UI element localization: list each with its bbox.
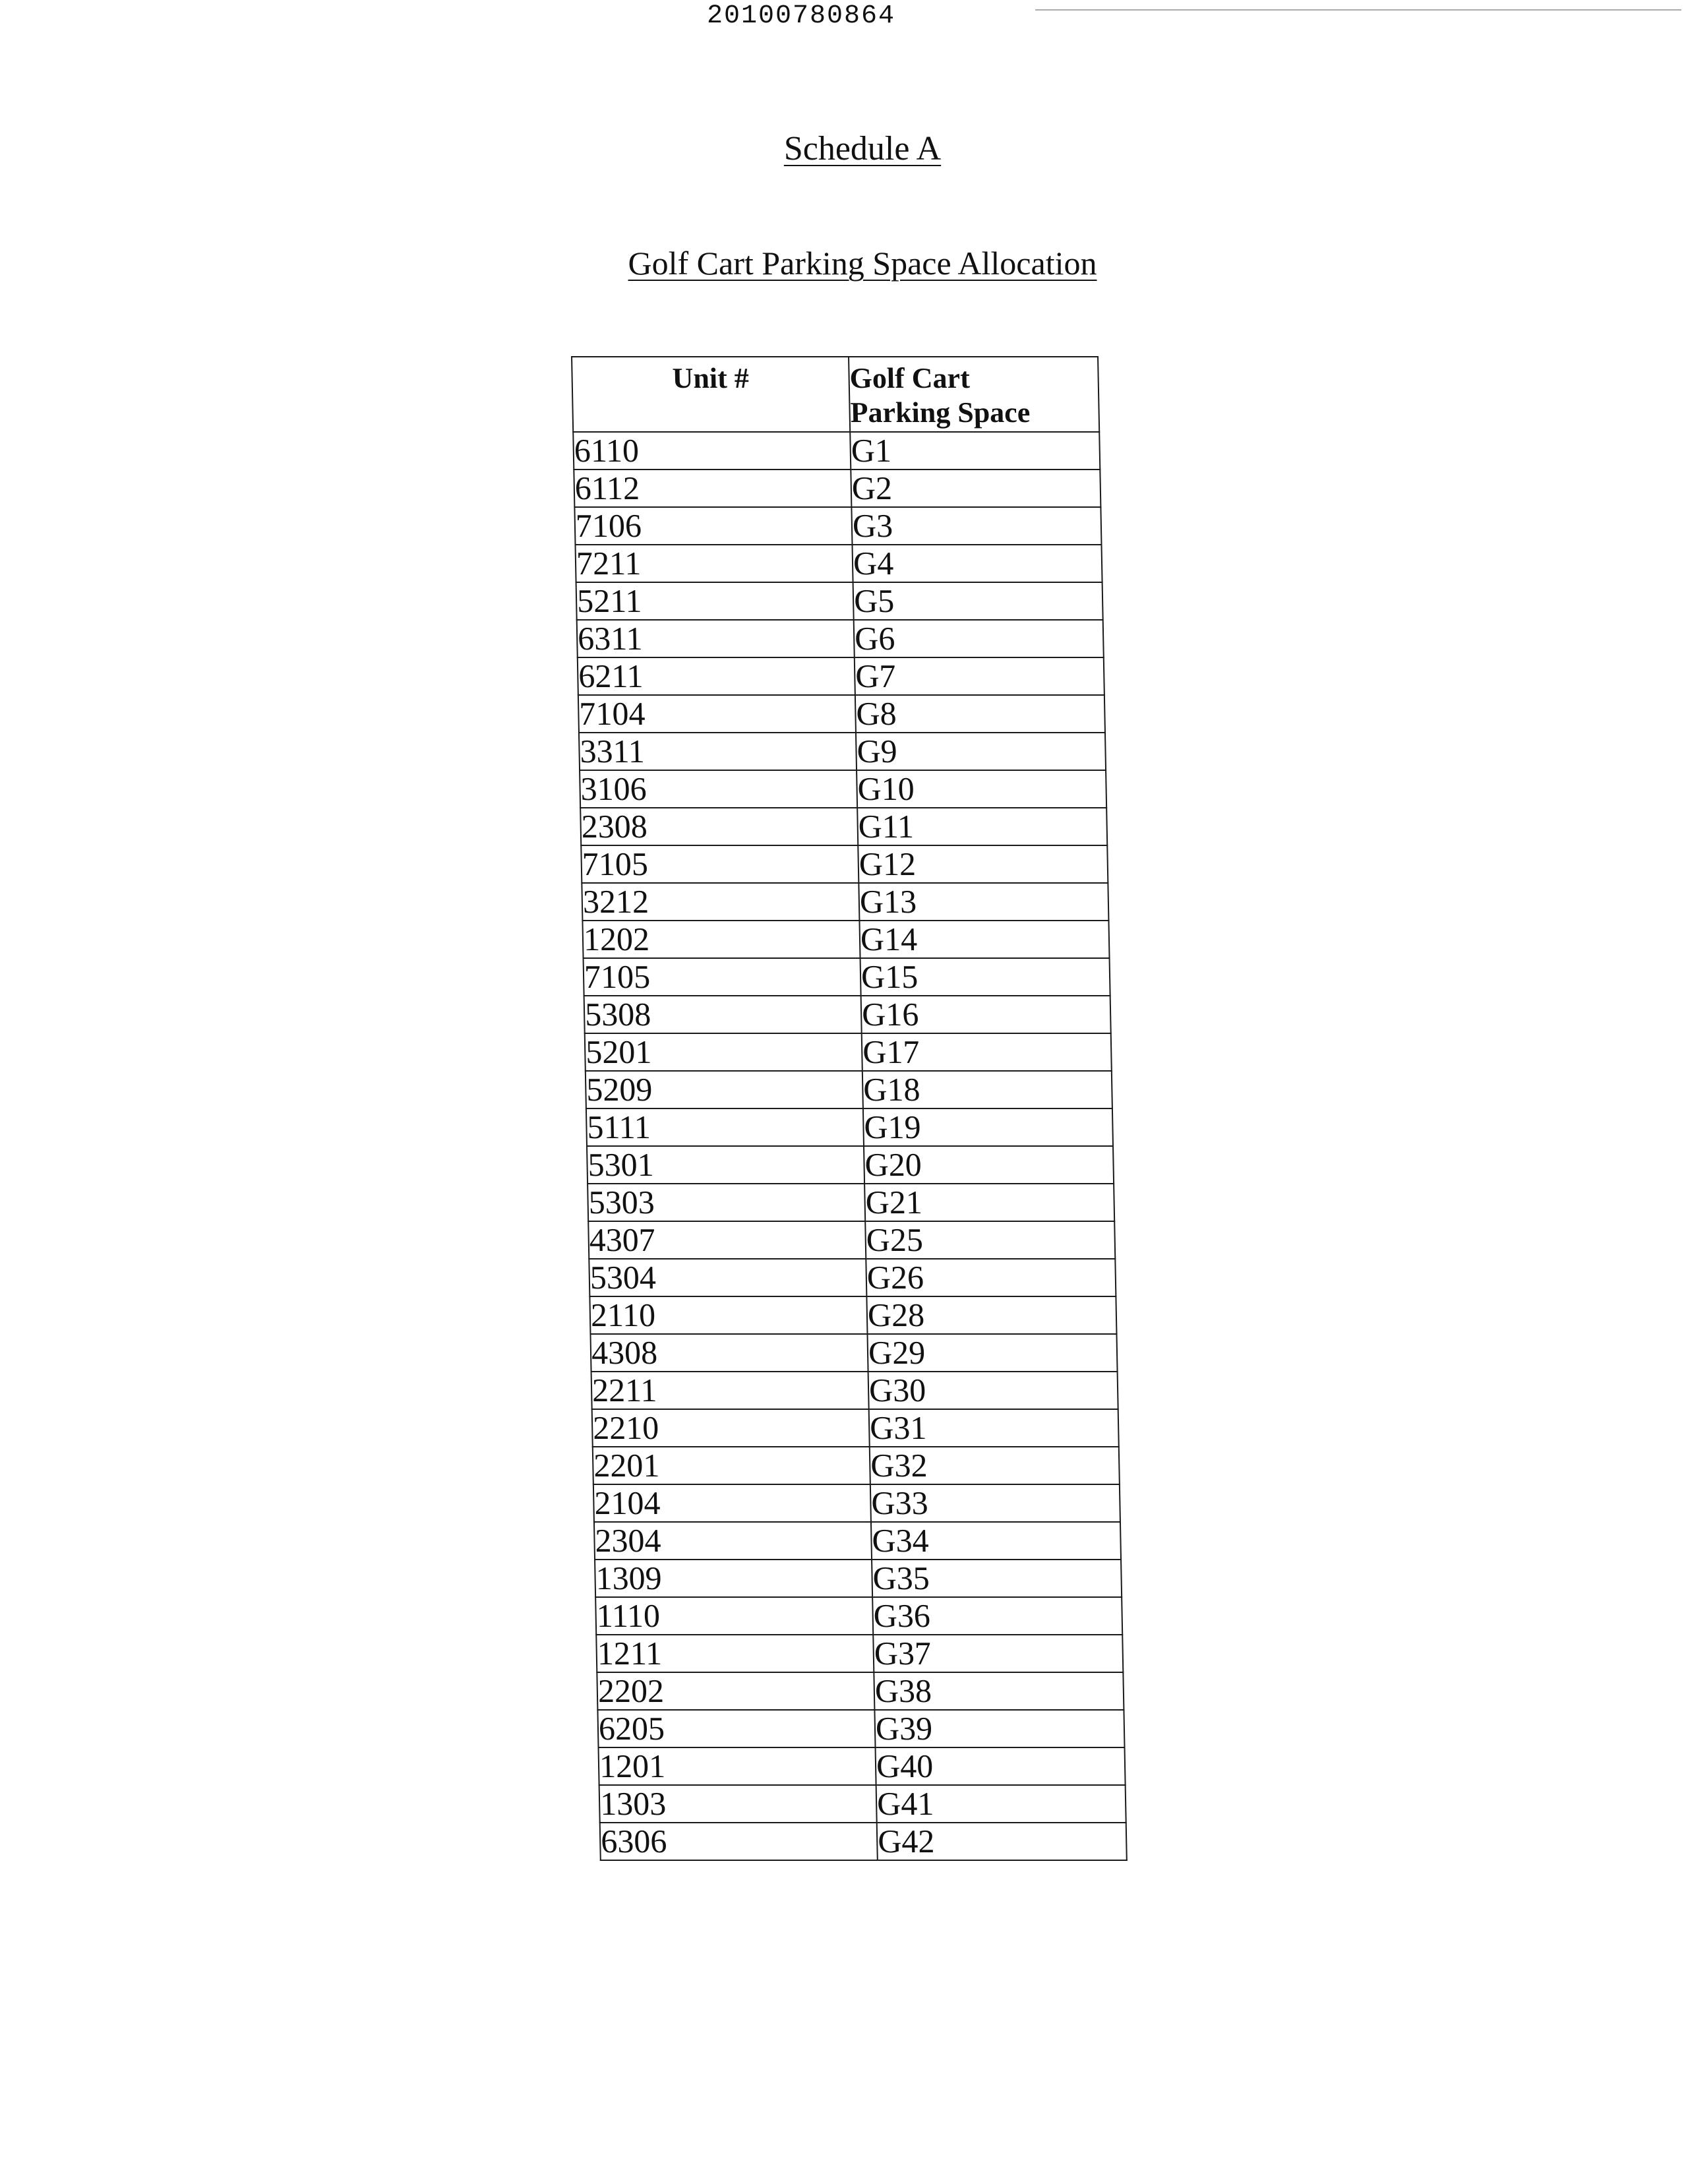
table-row xyxy=(589,1259,1116,1296)
parking-space-cell: G20 xyxy=(864,1146,1114,1184)
parking-space-cell: G12 xyxy=(858,845,1108,883)
parking-space-cell: G16 xyxy=(861,996,1111,1033)
table-row xyxy=(585,1033,1112,1071)
unit-number-cell: 4308 xyxy=(590,1334,868,1372)
unit-number-cell: 5111 xyxy=(586,1108,864,1146)
unit-column-header: Unit # xyxy=(572,357,850,432)
parking-space-cell: G18 xyxy=(862,1071,1112,1108)
table-row xyxy=(591,1372,1118,1409)
table-row xyxy=(586,1071,1112,1108)
unit-number-cell: 5301 xyxy=(587,1146,864,1184)
table-row xyxy=(582,921,1109,958)
unit-number-cell: 6205 xyxy=(597,1710,875,1747)
parking-space-header-line2: Parking Space xyxy=(850,396,1031,429)
parking-space-cell: G25 xyxy=(865,1221,1115,1259)
table-row xyxy=(587,1146,1114,1184)
unit-number-cell: 7106 xyxy=(574,507,852,545)
top-rule-line xyxy=(1035,9,1681,11)
parking-space-cell: G13 xyxy=(859,883,1108,921)
table-row xyxy=(578,657,1104,695)
unit-number-cell: 6110 xyxy=(573,432,851,470)
table-row xyxy=(597,1710,1124,1747)
table-row xyxy=(599,1747,1126,1785)
table-row xyxy=(595,1597,1122,1635)
table-row xyxy=(574,470,1100,507)
parking-space-cell: G11 xyxy=(857,808,1107,845)
parking-space-cell: G3 xyxy=(851,507,1101,545)
unit-number-cell: 2201 xyxy=(593,1447,870,1484)
unit-number-cell: 6211 xyxy=(578,657,855,695)
unit-number-cell: 2308 xyxy=(580,808,858,845)
parking-space-cell: G17 xyxy=(862,1033,1112,1071)
table-row xyxy=(581,845,1108,883)
table-row xyxy=(592,1409,1119,1447)
table-row xyxy=(578,695,1105,733)
unit-number-cell: 3106 xyxy=(580,770,857,808)
unit-number-cell: 6306 xyxy=(600,1823,878,1860)
unit-number-cell: 5211 xyxy=(576,582,854,620)
allocation-title: Golf Cart Parking Space Allocation xyxy=(628,245,1097,282)
document-number: 20100780864 xyxy=(707,1,896,31)
parking-space-column-header xyxy=(849,357,1099,432)
unit-number-cell: 7104 xyxy=(578,695,856,733)
unit-number-cell: 5308 xyxy=(584,996,862,1033)
table-row xyxy=(582,883,1108,921)
table-row xyxy=(599,1785,1126,1823)
table-header xyxy=(572,357,1099,432)
parking-space-cell: G32 xyxy=(870,1447,1120,1484)
unit-number-cell: 7105 xyxy=(584,958,861,996)
parking-space-cell: G9 xyxy=(856,733,1106,770)
header-row xyxy=(572,357,1099,432)
table-row xyxy=(584,996,1111,1033)
parking-space-cell: G29 xyxy=(867,1334,1117,1372)
table-row xyxy=(586,1108,1113,1146)
table-row xyxy=(597,1672,1124,1710)
unit-number-cell: 3212 xyxy=(582,883,859,921)
unit-number-cell: 1110 xyxy=(595,1597,873,1635)
parking-space-cell: G41 xyxy=(876,1785,1126,1823)
table-row xyxy=(579,733,1106,770)
table-row xyxy=(577,620,1104,657)
parking-space-cell: G33 xyxy=(870,1484,1120,1522)
unit-number-cell: 1211 xyxy=(596,1635,874,1672)
parking-space-cell: G36 xyxy=(872,1597,1122,1635)
allocation-table xyxy=(571,356,1128,1861)
parking-space-cell: G7 xyxy=(855,657,1104,695)
parking-space-cell: G30 xyxy=(868,1372,1118,1409)
table-row xyxy=(594,1522,1121,1560)
unit-number-cell: 6112 xyxy=(574,470,851,507)
table-row xyxy=(588,1184,1114,1221)
parking-space-cell: G31 xyxy=(869,1409,1119,1447)
parking-space-header-line1: Golf Cart xyxy=(849,362,971,394)
parking-space-cell: G40 xyxy=(876,1747,1126,1785)
parking-space-cell: G21 xyxy=(864,1184,1114,1221)
parking-space-cell: G37 xyxy=(873,1635,1123,1672)
table-row xyxy=(580,808,1107,845)
table-row xyxy=(580,770,1106,808)
table-row xyxy=(588,1221,1115,1259)
unit-number-cell: 2110 xyxy=(589,1296,867,1334)
parking-space-cell: G35 xyxy=(872,1560,1122,1597)
unit-number-cell: 7211 xyxy=(575,545,853,582)
table-row xyxy=(596,1635,1123,1672)
table-row xyxy=(573,432,1100,470)
unit-number-cell: 2210 xyxy=(592,1409,870,1447)
parking-space-cell: G6 xyxy=(854,620,1104,657)
table-row xyxy=(593,1484,1120,1522)
unit-number-cell: 3311 xyxy=(579,733,857,770)
parking-space-cell: G8 xyxy=(855,695,1105,733)
unit-number-cell: 2104 xyxy=(593,1484,871,1522)
unit-number-cell: 5209 xyxy=(586,1071,863,1108)
unit-number-cell: 7105 xyxy=(581,845,859,883)
table-row xyxy=(589,1296,1116,1334)
unit-number-cell: 2211 xyxy=(591,1372,869,1409)
parking-space-cell: G39 xyxy=(874,1710,1124,1747)
table-row xyxy=(575,545,1102,582)
parking-space-cell: G14 xyxy=(859,921,1109,958)
unit-number-cell: 5304 xyxy=(589,1259,866,1296)
unit-number-cell: 1201 xyxy=(599,1747,876,1785)
unit-number-cell: 6311 xyxy=(577,620,855,657)
unit-number-cell: 1303 xyxy=(599,1785,877,1823)
unit-number-cell: 5201 xyxy=(585,1033,862,1071)
parking-space-cell: G38 xyxy=(874,1672,1124,1710)
table-body xyxy=(573,432,1127,1860)
parking-space-cell: G28 xyxy=(866,1296,1116,1334)
unit-number-cell: 5303 xyxy=(588,1184,865,1221)
parking-space-cell: G4 xyxy=(852,545,1102,582)
unit-number-cell: 4307 xyxy=(588,1221,866,1259)
schedule-title: Schedule A xyxy=(783,130,942,167)
table-row xyxy=(590,1334,1117,1372)
unit-number-cell: 1309 xyxy=(595,1560,872,1597)
parking-space-cell: G10 xyxy=(857,770,1106,808)
table-row xyxy=(593,1447,1120,1484)
parking-space-cell: G5 xyxy=(853,582,1103,620)
table-row xyxy=(574,507,1101,545)
parking-space-cell: G1 xyxy=(850,432,1100,470)
parking-space-cell: G19 xyxy=(863,1108,1113,1146)
parking-space-cell: G2 xyxy=(851,470,1100,507)
parking-space-cell: G15 xyxy=(860,958,1110,996)
parking-space-cell: G34 xyxy=(871,1522,1121,1560)
unit-number-cell: 2304 xyxy=(594,1522,872,1560)
unit-number-cell: 2202 xyxy=(597,1672,874,1710)
table-row xyxy=(595,1560,1122,1597)
parking-space-cell: G42 xyxy=(877,1823,1127,1860)
unit-number-cell: 1202 xyxy=(582,921,860,958)
table-row xyxy=(600,1823,1127,1860)
table-row xyxy=(576,582,1103,620)
parking-space-cell: G26 xyxy=(866,1259,1116,1296)
table-row xyxy=(584,958,1110,996)
